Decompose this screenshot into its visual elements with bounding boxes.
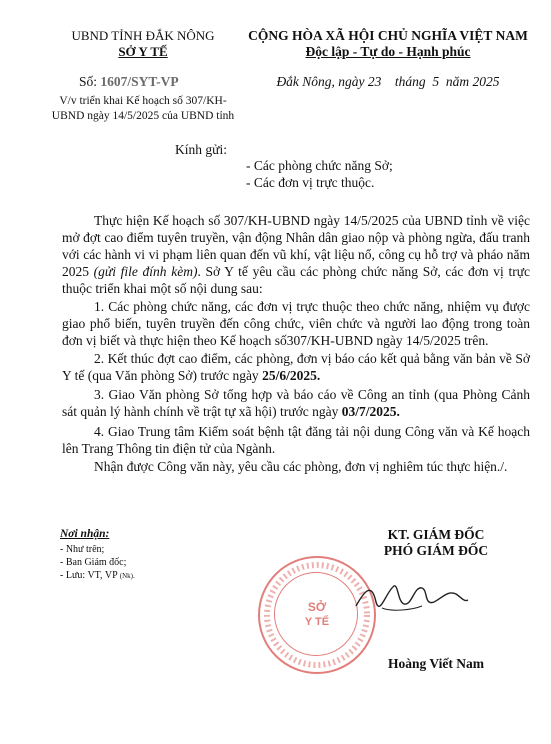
agency-name: UBND TỈNH ĐẮK NÔNG: [71, 28, 215, 43]
department-name: [42, 44, 244, 60]
subject-line-1: V/v triển khai Kế hoạch số 307/KH-: [59, 95, 227, 107]
footer-item-1: - Như trên;: [60, 544, 105, 555]
document-number: [79, 74, 179, 90]
intro-text: Thực hiện Kế hoạch số 307/KH-UBND ngày 14/5/2025 của UBND tỉnh về việc mở đợt cao điểm tuyên truyền, vận động Nhân dân giao nộp và phòng ngừa, đấu tranh với các hành vi vi phạm liên quan đến vũ khí, vật liệu nổ, công cụ hỗ trợ và pháo năm 2025: [62, 213, 530, 279]
number-value: 1607/SYT-VP: [100, 74, 179, 89]
signer-name: Hoàng Viết Nam: [388, 656, 484, 671]
recipients-footer-list: [60, 543, 135, 583]
stamp-text-top: SỞ: [307, 600, 327, 614]
intro-paragraph: [62, 212, 530, 297]
signature-title-1: KT. GIÁM ĐỐC: [387, 527, 485, 542]
item-2: [62, 350, 530, 384]
intro-attachment-note: (gửi file đính kèm): [93, 264, 198, 279]
item-2-text: 2. Kết thúc đợt cao điểm, các phòng, đơn vị báo cáo kết quả bằng văn bản về Sở Y tế (qua Văn phòng Sở) trước ngày: [62, 351, 530, 383]
number-label: Số:: [79, 74, 98, 89]
footer-item-3-note: (Nk).: [119, 572, 135, 580]
footer-item-3: [60, 569, 135, 583]
item-1: 1. Các phòng chức năng, các đơn vị trực thuộc theo chức năng, nhiệm vụ được giao phổ biến, tuyên truyền đến công chức, viên chức và người lao động trong toàn đơn vị biết và thực hiện theo Kế hoạch số307/KH-UBND ngày 14/5/2025 trên.: [62, 299, 530, 348]
footer-label-text: Nơi nhận:: [60, 528, 110, 540]
footer-item-3-text: - Lưu: VT, VP: [60, 570, 118, 581]
footer-item-2: - Ban Giám đốc;: [60, 557, 127, 568]
stamp-text-bottom: Y TẾ: [304, 616, 330, 628]
item-4: 4. Giao Trung tâm Kiểm soát bệnh tật đăng tải nội dung Công văn và Kế hoạch lên Trang Thông tin điện tử của Ngành.: [62, 424, 530, 456]
item-3-text: 3. Giao Văn phòng Sở tổng hợp và báo cáo về Công an tỉnh (qua Phòng Cảnh sát quản lý hành chính về trật tự xã hội) trước ngày: [62, 387, 530, 419]
subject-line-2: UBND ngày 14/5/2025 của UBND tỉnh: [51, 110, 235, 122]
item-3: [62, 386, 530, 420]
recipient-label: Kính gửi:: [175, 142, 227, 157]
department-label: SỞ Y TẾ: [118, 44, 168, 59]
item-3-deadline: 03/7/2025.: [341, 404, 400, 419]
signature-title-2: PHÓ GIÁM ĐỐC: [383, 543, 489, 558]
handwritten-signature-icon: [352, 572, 472, 622]
recipients-footer-label: [60, 528, 109, 540]
closing-paragraph: Nhận được Công văn này, yêu cầu các phòng, đơn vị nghiêm túc thực hiện./.: [94, 459, 508, 474]
motto-text: Độc lập - Tự do - Hạnh phúc: [305, 44, 471, 59]
nation-title: CỘNG HÒA XÃ HỘI CHỦ NGHĨA VIỆT NAM: [248, 28, 528, 43]
item-2-deadline: 25/6/2025.: [262, 368, 321, 383]
document-date: Đắk Nông, ngày 23 tháng 5 năm 2025: [276, 74, 500, 89]
recipient-item-2: - Các đơn vị trực thuộc.: [246, 175, 375, 190]
motto: [244, 44, 532, 60]
intro-text-end: . Sở Y tế yêu cầu các phòng chức năng Sở, các đơn vị trực thuộc triển khai một số nội dung sau:: [62, 264, 531, 296]
subject-line: [28, 94, 258, 124]
recipient-item-1: - Các phòng chức năng Sở;: [246, 158, 393, 173]
